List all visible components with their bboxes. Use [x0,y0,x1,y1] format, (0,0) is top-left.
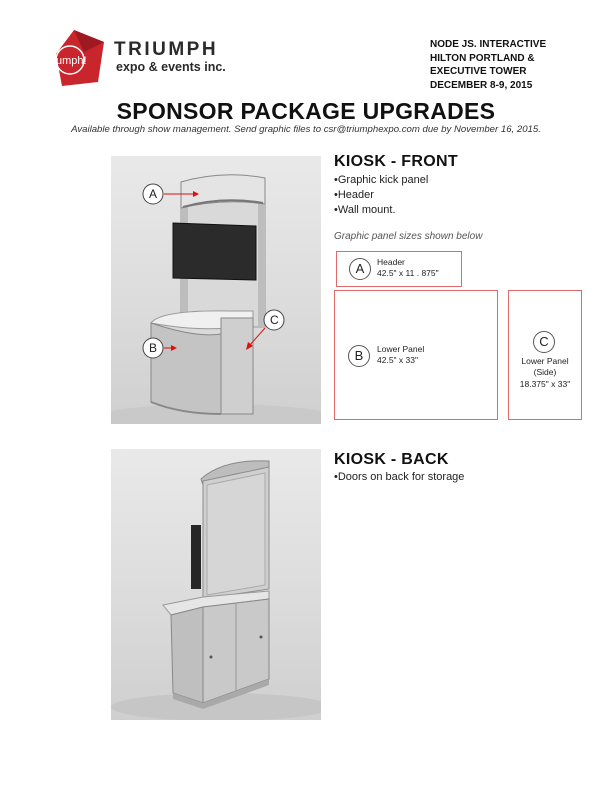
panel-sizes-note: Graphic panel sizes shown below [334,231,483,242]
event-info [430,38,580,92]
page-title: SPONSOR PACKAGE UPGRADES [116,98,496,124]
panel-a-size: 42.5" x 11 . 875" [377,268,439,278]
kiosk-front-bullet: •Header [334,189,374,201]
kiosk-back-title: KIOSK - BACK [334,451,449,468]
photo-label-b: B [149,341,158,355]
event-line: HILTON PORTLAND & [430,52,535,64]
kiosk-front-bullet: •Wall mount. [334,204,396,216]
panel-b-letter: B [348,345,370,367]
company-tagline: expo & events inc. [116,60,226,74]
panel-c-size: 18.375" x 33" [519,379,571,389]
company-name: TRIUMPH [114,39,219,60]
panel-c-sub: (Side) [533,367,557,377]
kiosk-back-photo [111,449,321,720]
panel-b-size: 42.5" x 33" [377,355,419,365]
kiosk-front-photo [111,156,321,424]
door-knob-icon [260,636,263,639]
panel-c-letter: C [533,331,555,353]
subtitle-due-date: due by November 16, 2015. [422,124,541,135]
page-subtitle [0,124,612,135]
event-line: EXECUTIVE TOWER [430,66,527,77]
panel-c-side [508,290,582,420]
kiosk-front-bullet: •Graphic kick panel [334,174,429,186]
event-line: DECEMBER 8-9, 2015 [430,79,533,91]
panel-a-letter: A [349,258,371,280]
panel-a-name: Header [377,257,405,267]
kiosk-back-bullet: •Doors on back for storage [334,471,465,483]
logo-mark-text: umph! [56,55,87,67]
photo-label-c: C [270,313,279,327]
panel-b-name: Lower Panel [377,344,425,354]
company-logo-mark [54,28,108,90]
kiosk-front-title: KIOSK - FRONT [334,153,458,170]
panel-b-lower [334,290,498,420]
panel-a-header [336,251,462,287]
monitor-icon [173,223,256,280]
subtitle-text: Available through show management. Send graphic files to csr@triumphexpo.com [71,124,423,135]
photo-label-a: A [149,187,158,201]
event-line: NODE JS. INTERACTIVE [430,39,547,50]
panel-c-name: Lower Panel [521,356,569,366]
door-knob-icon [210,656,213,659]
